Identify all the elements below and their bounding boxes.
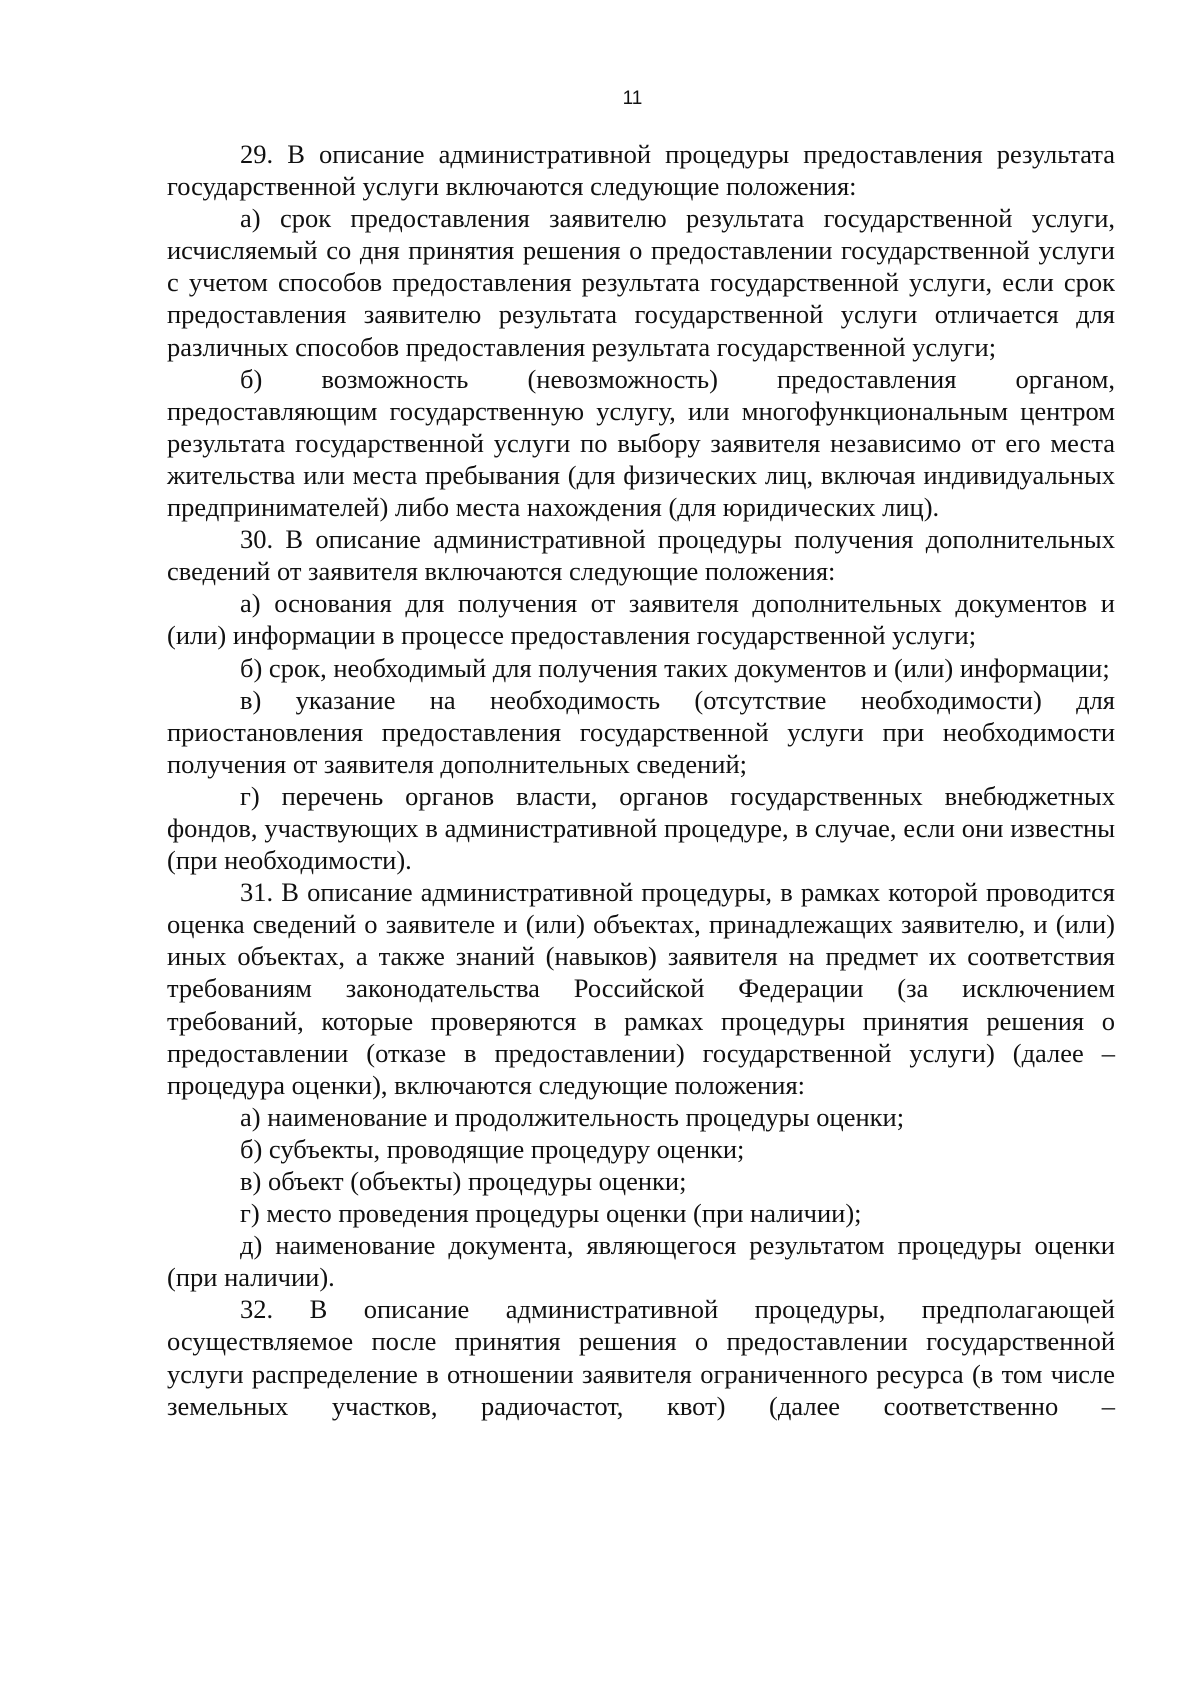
- paragraph-31-item-b: б) субъекты, проводящие процедуру оценки;: [240, 1133, 745, 1164]
- paragraph-31-item-g: г) место проведения процедуры оценки (при наличии);: [240, 1198, 862, 1229]
- paragraph-30-item-a: а) основания для получения от заявителя дополнительных документов и (или) информации в процессе предоставления государственной услуги;: [167, 588, 1115, 651]
- paragraph-31-item-a: а) наименование и продолжительность процедуры оценки;: [240, 1101, 905, 1132]
- document-body: [167, 138, 1115, 1422]
- paragraph-31-item-v: в) объект (объекты) процедуры оценки;: [240, 1166, 687, 1196]
- page-number: 11: [622, 88, 643, 109]
- paragraph-31-item-d: д) наименование документа, являющегося результатом процедуры оценки (при наличии).: [167, 1230, 1115, 1293]
- paragraph-29-item-b: б) возможность (невозможность) предоставления органом, предоставляющим государственную услугу, или многофункциональным центром результата государственной услуги по выбору заявителя независимо от его места жительства или места пребывания (для физических лиц, включая индивидуальных предпринимателей) либо места нахождения (для юридических лиц).: [167, 363, 1115, 523]
- paragraph-29-intro: 29. В описание административной процедуры предоставления результата государственной услуги включаются следующие положения:: [167, 139, 1115, 202]
- paragraph-30-item-v: в) указание на необходимость (отсутствие необходимости) для приостановления предоставления государственной услуги при необходимости получения от заявителя дополнительных сведений;: [167, 684, 1115, 779]
- paragraph-31-intro: 31. В описание административной процедуры, в рамках которой проводится оценка сведений о заявителе и (или) объектах, принадлежащих заявителю, и (или) иных объектах, а также знаний (навыков) заявителя на предмет их соответствия требованиям законодательства Российской Федерации (за исключением требований, которые проверяются в рамках процедуры принятия решения о предоставлении (отказе в предоставлении) государственной услуги) (далее – процедура оценки), включаются следующие положения:: [167, 877, 1115, 1100]
- paragraph-30-item-b: б) срок, необходимый для получения таких документов и (или) информации;: [240, 652, 1110, 683]
- paragraph-32-intro: 32. В описание административной процедуры, предполагающей осуществляемое после принятия решения о предоставлении государственной услуги распределение в отношении заявителя ограниченного ресурса (в том числе земельных участков, радиочастот, квот) (далее соответственно –: [167, 1294, 1115, 1421]
- paragraph-30-item-g: г) перечень органов власти, органов государственных внебюджетных фондов, участвующих в административной процедуре, в случае, если они известны (при необходимости).: [167, 780, 1115, 876]
- paragraph-29-item-a: а) срок предоставления заявителю результата государственной услуги, исчисляемый со дня принятия решения о предоставлении государственной услуги с учетом способов предоставления результата государственной услуги, если срок предоставления заявителю результата государственной услуги отличается для различных способов предоставления результата государственной услуги;: [167, 203, 1115, 362]
- paragraph-30-intro: 30. В описание административной процедуры получения дополнительных сведений от заявителя включаются следующие положения:: [167, 524, 1115, 587]
